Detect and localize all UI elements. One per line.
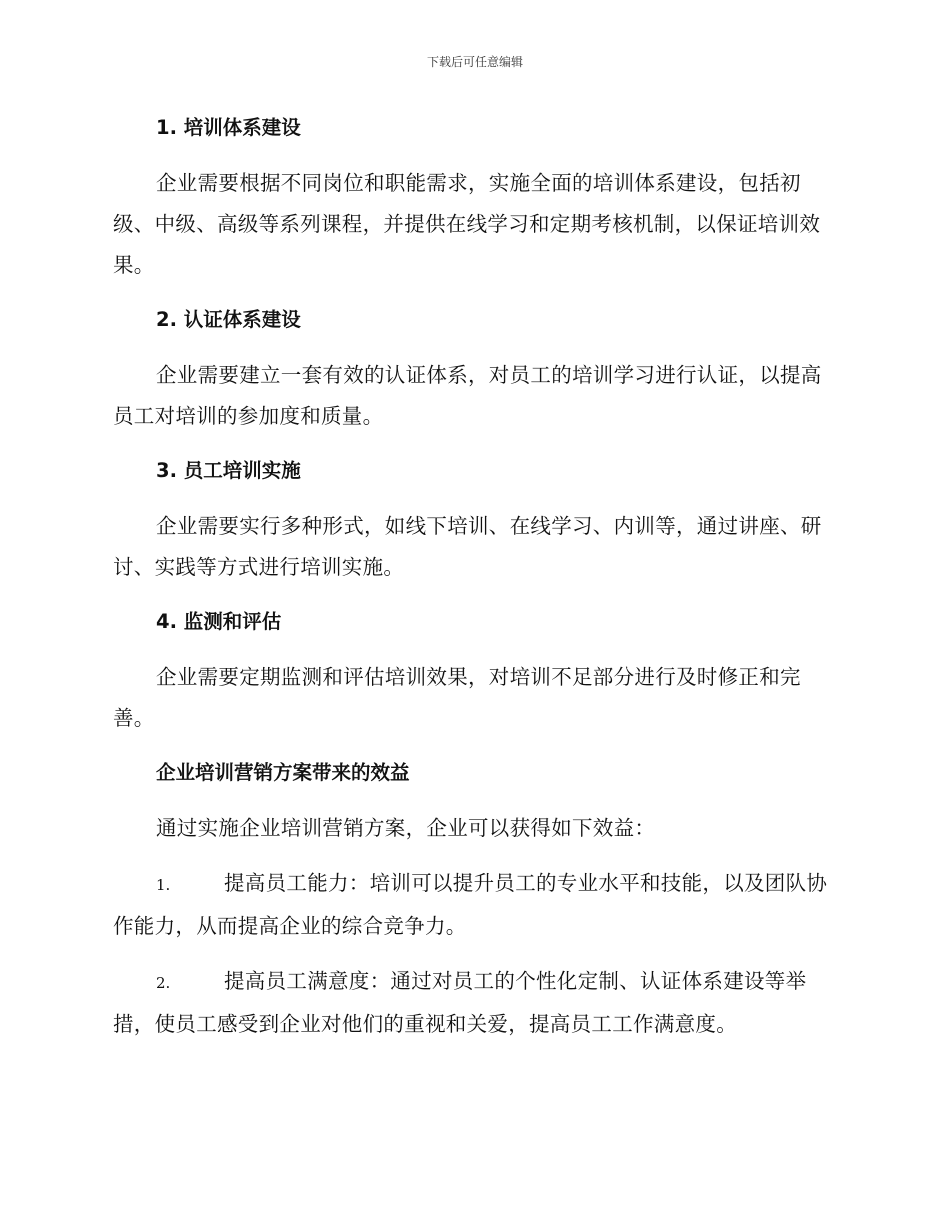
benefit-item-number: 1. [156,876,171,894]
section-heading-1: 1. 培训体系建设 [156,116,301,139]
section-paragraph-2: 企业需要建立一套有效的认证体系，对员工的培训学习进行认证，以提高员工对培训的参加度和质量。 [113,363,822,428]
benefit-item-text: 提高员工能力：培训可以提升员工的专业水平和技能，以及团队协作能力，从而提高企业的综合竞争力。 [113,871,828,938]
page-header: 下载后可任意编辑 [426,55,523,69]
document-body [113,108,837,1045]
benefit-item-text: 提高员工满意度：通过对员工的个性化定制、认证体系建设等举措，使员工感受到企业对他们的重视和关爱，提高员工工作满意度。 [113,969,807,1036]
section-heading-4: 4. 监测和评估 [156,610,282,633]
benefit-item-2 [113,961,837,1045]
section-heading-3: 3. 员工培训实施 [156,459,301,482]
benefits-intro: 通过实施企业培训营销方案，企业可以获得如下效益： [156,816,656,840]
section-paragraph-3: 企业需要实行多种形式，如线下培训、在线学习、内训等，通过讲座、研讨、实践等方式进行培训实施。 [113,514,822,579]
section-heading-2: 2. 认证体系建设 [156,308,301,331]
section-paragraph-4: 企业需要定期监测和评估培训效果，对培训不足部分进行及时修正和完善。 [113,665,801,730]
benefits-heading: 企业培训营销方案带来的效益 [156,761,410,784]
section-paragraph-1: 企业需要根据不同岗位和职能需求，实施全面的培训体系建设，包括初级、中级、高级等系列课程，并提供在线学习和定期考核机制，以保证培训效果。 [113,171,821,277]
benefit-item-1 [113,863,837,947]
benefit-item-number: 2. [156,974,171,992]
